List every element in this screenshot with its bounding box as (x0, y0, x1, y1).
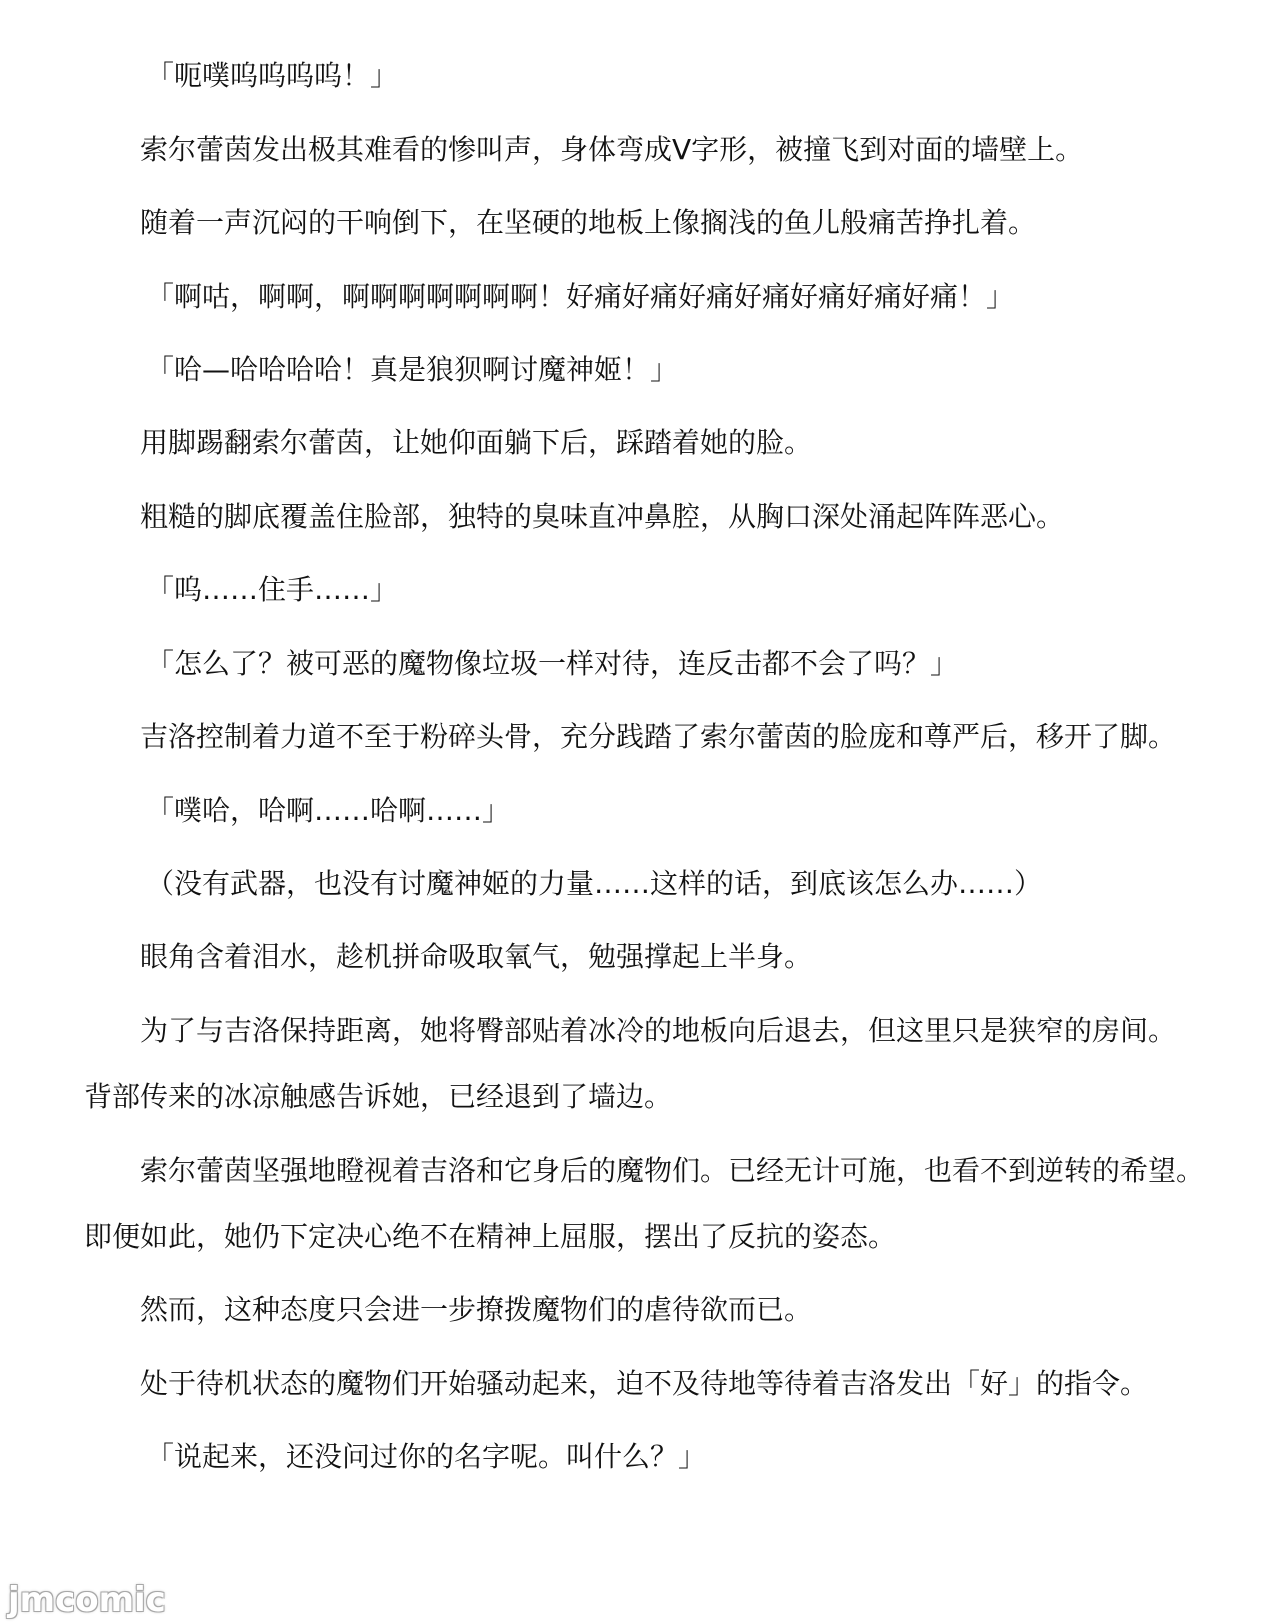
paragraph-line: 「怎么了？被可恶的魔物像垃圾一样对待，连反击都不会了吗？」 (146, 647, 959, 680)
paragraph-line: 吉洛控制着力道不至于粉碎头骨，充分践踏了索尔蕾茵的脸庞和尊严后，移开了脚。 (140, 720, 1177, 753)
paragraph-line: （没有武器，也没有讨魔神姬的力量……这样的话，到底该怎么办……） (146, 867, 1043, 900)
paragraph-line: 即便如此，她仍下定决心绝不在精神上屈服，摆出了反抗的姿态。 (84, 1220, 897, 1253)
paragraph-line: 为了与吉洛保持距离，她将臀部贴着冰冷的地板向后退去，但这里只是狭窄的房间。 (140, 1014, 1177, 1047)
paragraph-line: 背部传来的冰凉触感告诉她，已经退到了墙边。 (84, 1080, 673, 1113)
paragraph-line: 眼角含着泪水，趁机拼命吸取氧气，勉强撑起上半身。 (140, 940, 813, 973)
paragraph-line: 「呜……住手……」 (146, 573, 399, 606)
paragraph-line: 粗糙的脚底覆盖住脸部，独特的臭味直冲鼻腔，从胸口深处涌起阵阵恶心。 (140, 500, 1065, 533)
paragraph-line: 处于待机状态的魔物们开始骚动起来，迫不及待地等待着吉洛发出「好」的指令。 (140, 1367, 1149, 1400)
paragraph-line: 「啊咕，啊啊，啊啊啊啊啊啊啊！好痛好痛好痛好痛好痛好痛好痛！」 (146, 280, 1015, 313)
paragraph-line: 「噗哈，哈啊……哈啊……」 (146, 794, 511, 827)
paragraph-line: 索尔蕾茵发出极其难看的惨叫声，身体弯成V字形，被撞飞到对面的墙壁上。 (140, 133, 1084, 166)
paragraph-line: 「说起来，还没问过你的名字呢。叫什么？」 (146, 1440, 707, 1473)
paragraph-line: 「哈—哈哈哈哈！真是狼狈啊讨魔神姬！」 (146, 353, 679, 386)
paragraph-line: 用脚踢翻索尔蕾茵，让她仰面躺下后，踩踏着她的脸。 (140, 426, 813, 459)
paragraph-line: 「呃噗呜呜呜呜！」 (146, 59, 399, 92)
paragraph-line: 索尔蕾茵坚强地瞪视着吉洛和它身后的魔物们。已经无计可施，也看不到逆转的希望。 (140, 1154, 1205, 1187)
watermark-logo: jmcomic (8, 1580, 166, 1620)
paragraph-line: 随着一声沉闷的干响倒下，在坚硬的地板上像搁浅的鱼儿般痛苦挣扎着。 (140, 206, 1037, 239)
paragraph-line: 然而，这种态度只会进一步撩拨魔物们的虐待欲而已。 (140, 1293, 813, 1326)
